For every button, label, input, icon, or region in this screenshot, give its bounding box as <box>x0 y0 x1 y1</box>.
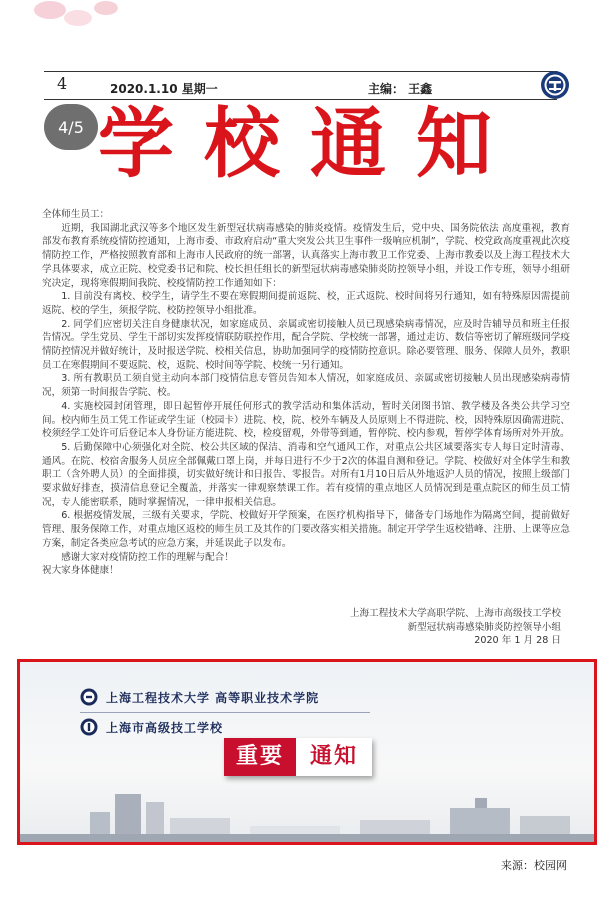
issue-date: 2020.1.10 星期一 <box>110 82 218 96</box>
image-counter[interactable]: 4/5 <box>44 104 98 150</box>
notice-title-part-1: 重要 <box>224 738 296 776</box>
school-logo-icon <box>540 70 570 100</box>
notice-title-part-2: 通知 <box>296 738 372 776</box>
signature-org-2: 新型冠状病毒感染肺炎防控领导小组 <box>407 621 561 633</box>
paragraph-item-1: 1. 目前没有离校、校学生，请学生不要在寒假期间提前返院、校，正式返院、校时间将另行通知，如有特殊原因需提前返院、校的学生，须报学院、校防控领导小组批准。 <box>42 291 570 316</box>
masthead-title: 学校通知 <box>98 99 522 188</box>
paragraph-intro: 近期，我国湖北武汉等多个地区发生新型冠状病毒感染的肺炎疫情。疫情发生后，党中央、国务院依法 高度重视，教育部发布教育系统疫情防控通知，上海市委、市政府启动“重大突发公共卫生事件一级响应机制”，学院、校党政高度重视此次疫情防控工作，严格按照教育部和上海市人民政府的统一部署，认真落实上海市教卫工作党委、上海市教委以及上海工程技术大学具体要求，成立正院、校党委书记和院、校长担任组长的新型冠状病毒感染肺炎防控领导小组，并设工作专班，领导小组研究决定，现将寒假期间我院、校疫情防控工作通知如下： <box>42 222 571 289</box>
page-number: 4 <box>57 74 68 93</box>
paragraph-item-4: 4. 实施校园封闭管理，即日起暂停开展任何形式的教学活动和集体活动，暂时关闭图书馆、教学楼及各类公共学习空间。校内师生员工凭工作证或学生证（校园卡）进院、校，院、校外车辆及人员原则上不得进院、校，因特殊原因确需进院、校须经学工处许可后登记本人身份证方能进院、校，检疫留观，外带等到通，暂停院、校内参观，暂停学体育场所对外开放。 <box>42 400 570 440</box>
petal-decoration <box>28 0 128 48</box>
signature-block <box>350 607 561 648</box>
banner-school-2 <box>80 718 223 736</box>
signature-date: 2020 年 1 月 28 日 <box>474 635 561 647</box>
important-notice-title <box>224 738 372 776</box>
banner-divider <box>80 712 370 713</box>
banner-school-1-label: 上海工程技术大学 高等职业技术学院 <box>106 690 320 705</box>
salutation: 全体师生员工： <box>42 209 110 220</box>
header-top-rule <box>44 71 557 72</box>
campus-buildings-illustration <box>20 772 594 842</box>
technical-school-emblem-icon <box>80 718 98 736</box>
editor-credit: 主编： 王鑫 <box>368 82 433 96</box>
important-notice-banner <box>17 659 597 845</box>
paragraph-item-6: 6. 根据疫情发展，三级有关要求，学院、校做好开学预案，在医疗机构指导下，储备专门场地作为隔离空间，提前做好管理、服务保障工作，对重点地区返校的师生员工及其作的门要改落实相关措施。制定开学学生返校错峰、注册、上课等应急方案，制定各类应急考试的应急方案，并延误此子以发布。 <box>42 510 570 549</box>
paragraph-item-5: 5. 后勤保障中心须强化对全院、校公共区域的保洁、消毒和空气通风工作，对重点公共区域要落实专人每日定时清毒、通风。在院、校宿舍服务人员应全部佩戴口罩上岗，并每日进行不少于2次的体温自测和登记。学院、校做好对全体学生和教职工（含外聘人员）的全面排摸，切实做好统计和日报告、零报告。对所有1月10日后从外地返沪人员的情况，按照上级部门要求做好排查，摸清信息登记全覆盖，并落实一律观察禁课工作。若有疫情的重点地区人员情况到是重点院区的师生员工情况，专人能密联系，随时掌握情况，一律申报相关信息。 <box>42 441 570 508</box>
paragraph-item-3: 3. 所有教职员工须自觉主动向本部门疫情信息专管员告知本人情况，如家庭成员、亲属或密切接触人员出现感染病毒情况，须第一时间报告学院、校。 <box>42 373 570 399</box>
paragraph-wishes: 祝大家身体健康！ <box>42 565 119 577</box>
banner-school-2-label: 上海市高级技工学校 <box>106 720 224 735</box>
notice-body <box>42 208 570 578</box>
signature-org-1: 上海工程技术大学高职学院、上海市高级技工学校 <box>349 608 561 619</box>
source-credit: 来源：校园网 <box>501 859 567 872</box>
paragraph-thanks: 感谢大家对疫情防控工作的理解与配合！ <box>61 551 234 563</box>
paragraph-item-2: 2. 同学们应密切关注自身健康状况，如家庭成员、亲属或密切接触人员已现感染病毒情况，应及时告辅导员和班主任报告情况。学生党员、学生干部切实发挥疫情联防联控作用，配合学院、学校统一部署，通过走访、数信等密切了解班级同学疫情防控情况并做好统计，及时报送学院、校相关信息，协助加强同学的疫情防控意识。除必要管理、服务、保障人员外，教职员工在寒假期间不要返院、校，返院、校时间等学院、校统一另行通知。 <box>42 318 570 371</box>
university-emblem-icon <box>80 688 98 706</box>
banner-school-1 <box>80 688 319 706</box>
